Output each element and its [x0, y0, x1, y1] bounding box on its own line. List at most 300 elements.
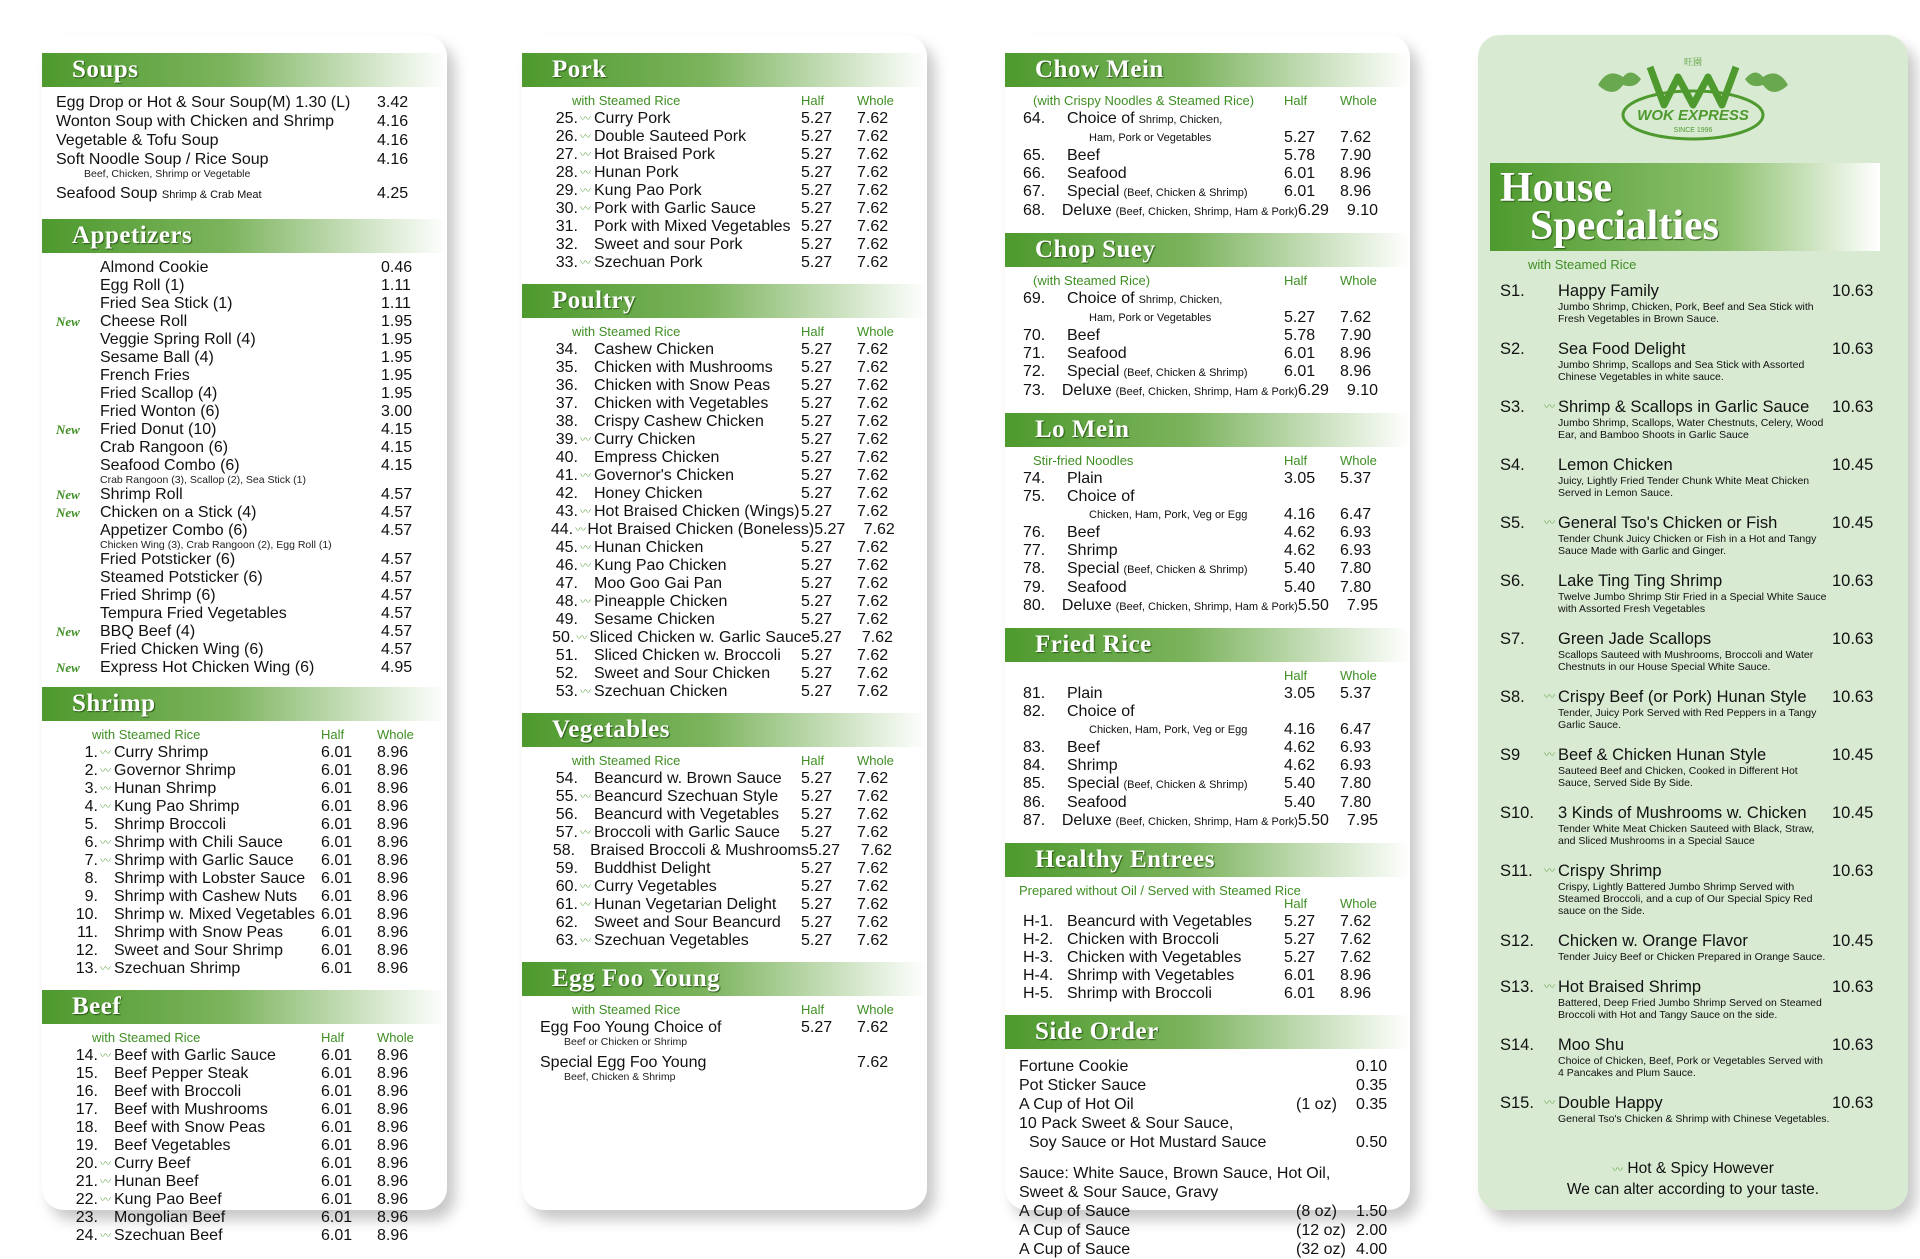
whole-price: 8.96	[377, 1191, 409, 1208]
whole-price: 7.62	[857, 164, 889, 181]
column-header: Stir-fried Noodles Half Whole	[1033, 453, 1377, 468]
specialty-item	[1478, 572, 1908, 615]
half-price: 5.27	[801, 431, 833, 448]
pepper-icon: 〰	[1544, 691, 1555, 703]
item-description: Tender, Juicy Pork Served with Red Peppers in a Tangy Garlic Sauce.	[1558, 707, 1817, 731]
pepper-icon: 〰	[580, 791, 591, 803]
half-price: 6.01	[1284, 183, 1316, 200]
whole-price: 8.96	[377, 816, 409, 833]
item-price: 4.95	[381, 659, 413, 676]
item-label: Beef	[1067, 327, 1100, 344]
specialty-line	[1500, 630, 1890, 649]
whole-price: 8.96	[377, 1119, 409, 1136]
list-item	[56, 888, 433, 906]
list-item	[536, 449, 913, 467]
item-number: 17.	[75, 1101, 98, 1118]
half-price: 6.01	[321, 816, 353, 833]
list-item: A Cup of Sauce (8 oz) 1.50	[1019, 1203, 1388, 1220]
item-name: Shrimp w. Mixed Vegetables	[114, 906, 315, 923]
item-description: Battered, Deep Fried Jumbo Shrimp Served on Steamed Broccoli with Hot and Tangy Sauce on the side.	[1558, 997, 1822, 1021]
pepper-icon: 〰	[100, 1194, 111, 1206]
item-name	[1067, 524, 1284, 542]
list-item: 10 Pack Sweet & Sour Sauce,	[1019, 1115, 1234, 1132]
list-item	[536, 413, 913, 431]
list-item: A Cup of Hot Oil (1 oz) 0.35	[1019, 1096, 1388, 1113]
new-badge	[56, 367, 100, 385]
item-name: Shrimp & Scallops in Garlic Sauce	[1558, 398, 1810, 416]
item-label: Beef	[1067, 524, 1100, 541]
item-number: 16.	[75, 1083, 98, 1100]
item-label: Deluxe	[1061, 382, 1112, 399]
specialty-line	[1500, 572, 1890, 591]
item-inline-note: (Beef, Chicken, Shrimp, Ham & Pork)	[1115, 816, 1298, 828]
item-number: 58.	[552, 842, 576, 859]
item-number: 1.	[84, 744, 98, 761]
specialty-line	[1500, 398, 1890, 417]
list-item	[1019, 290, 1396, 309]
list-item	[56, 385, 433, 403]
whole-price: 7.62	[857, 341, 889, 358]
item-name: Beancurd Szechuan Style	[594, 788, 779, 805]
item-label: Special	[1067, 560, 1120, 577]
beef-list	[56, 1047, 433, 1245]
item-name	[1067, 931, 1284, 949]
item-number: 34.	[555, 341, 578, 358]
item-name: Curry Chicken	[594, 431, 696, 448]
item-name: Beef Pepper Steak	[114, 1065, 249, 1082]
item-name: Moo Goo Gai Pan	[594, 575, 723, 592]
half-price: 6.01	[321, 1083, 353, 1100]
list-item	[536, 788, 913, 806]
pepper-icon: 〰	[580, 560, 591, 572]
item-description: Tender Juicy Beef or Chicken Prepared in Orange Sauce.	[1558, 951, 1826, 963]
half-price: 5.27	[801, 770, 833, 787]
list-item	[536, 824, 913, 842]
item-name: Seafood Combo (6)	[100, 457, 240, 474]
item-number: 36.	[555, 377, 578, 394]
list-item	[56, 798, 433, 816]
item-number: 2.	[84, 762, 98, 779]
item-number: 67.	[1023, 183, 1046, 200]
list-item	[56, 569, 433, 587]
item-name: Hunan Beef	[114, 1173, 199, 1190]
whole-price: 8.96	[377, 834, 409, 851]
item-name: Hot Braised Chicken (Wings)	[594, 503, 800, 520]
item-code: S7.	[1500, 630, 1525, 648]
pepper-icon: 〰	[580, 434, 591, 446]
shrimp-list	[56, 744, 433, 978]
half-price: 5.27	[801, 539, 833, 556]
half-price: 6.29	[1297, 202, 1329, 219]
item-name	[1067, 985, 1284, 1003]
spacer	[100, 1101, 114, 1119]
item-note: Crab Rangoon (3), Scallop (2), Sea Stick (1)	[100, 474, 307, 486]
spacer	[1544, 572, 1558, 591]
half-price: 6.01	[321, 1191, 353, 1208]
whole-price: 7.62	[857, 467, 889, 484]
sauce-note: Sauce: White Sauce, Brown Sauce, Hot Oil,	[1019, 1165, 1331, 1182]
list-item	[56, 1119, 433, 1137]
spacer	[580, 914, 594, 932]
half-price: 5.78	[1284, 147, 1316, 164]
item-label: Deluxe	[1061, 202, 1112, 219]
item-name: Fried Sea Stick (1)	[100, 295, 233, 312]
section-title-lo-mein: Lo Mein	[1005, 413, 1410, 447]
wok-express-logo	[1588, 55, 1798, 145]
item-label: Beancurd with Vegetables	[1067, 913, 1253, 930]
list-item	[56, 587, 433, 605]
pork-list	[536, 110, 913, 272]
half-price: 5.27	[801, 932, 833, 949]
half-price: 5.27	[801, 647, 833, 664]
item-number: 69.	[1023, 290, 1046, 307]
item-number: 56.	[555, 806, 578, 823]
list-item	[1019, 183, 1396, 202]
half-price: 5.27	[801, 449, 833, 466]
list-item	[536, 593, 913, 611]
whole-price: 7.62	[1340, 949, 1372, 966]
list-item	[56, 295, 433, 313]
list-item	[56, 504, 433, 522]
item-price: 1.95	[381, 313, 413, 330]
poultry-list	[536, 341, 913, 701]
item-number: 75.	[1023, 488, 1046, 505]
list-item	[536, 932, 913, 950]
item-name: Cheese Roll	[100, 313, 188, 330]
specialty-line	[1500, 1036, 1890, 1055]
item-label: Shrimp with Vegetables	[1067, 967, 1235, 984]
specialty-line	[1500, 746, 1890, 765]
item-number: 63.	[555, 932, 578, 949]
list-item	[536, 110, 913, 128]
item-label: Chicken with Vegetables	[1067, 949, 1242, 966]
item-name	[1067, 560, 1284, 579]
item-name: Beancurd with Vegetables	[594, 806, 780, 823]
list-item	[536, 467, 913, 485]
item-name: Hot Braised Chicken (Boneless)	[587, 521, 815, 538]
whole-price: 7.62	[857, 413, 889, 430]
half-price: 5.27	[801, 218, 833, 235]
item-name: Shrimp with Chili Sauce	[114, 834, 283, 851]
item-code: S2.	[1500, 340, 1525, 358]
spacer	[580, 611, 594, 629]
specialty-item	[1478, 932, 1908, 963]
item-number: 70.	[1023, 327, 1046, 344]
list-item	[56, 1173, 433, 1191]
item-name: Lemon Chicken	[1558, 456, 1673, 474]
item-name	[1062, 597, 1298, 616]
whole-price	[1340, 703, 1396, 721]
item-name: Shrimp with Lobster Sauce	[114, 870, 306, 887]
list-item	[1019, 775, 1396, 794]
item-price: 10.45	[1832, 932, 1874, 950]
item-price: 10.45	[1832, 746, 1874, 764]
item-name: Beef with Snow Peas	[114, 1119, 266, 1136]
item-price: 10.63	[1832, 398, 1874, 416]
whole-price: 7.62	[857, 557, 889, 574]
half-price: 5.27	[801, 341, 833, 358]
item-name: Curry Pork	[594, 110, 671, 127]
half-price: 5.27	[801, 110, 833, 127]
specialty-item	[1478, 862, 1908, 917]
item-code: S11.	[1500, 862, 1533, 880]
whole-price: 6.93	[1340, 524, 1372, 541]
item-name: Hunan Shrimp	[114, 780, 217, 797]
list-item: Pot Sticker Sauce 0.35	[1019, 1077, 1388, 1094]
specialty-line	[1500, 514, 1890, 533]
list-item: Egg Foo Young Choice of 5.27 7.62	[540, 1019, 889, 1036]
item-name: Appetizer Combo (6)	[100, 522, 248, 539]
item-name: Szechuan Shrimp	[114, 960, 241, 977]
whole-price: 8.96	[377, 1173, 409, 1190]
specialty-line	[1500, 1094, 1890, 1113]
item-price: 4.57	[381, 551, 413, 568]
half-price: 5.27	[801, 824, 833, 841]
whole-price: 7.62	[857, 770, 889, 787]
pepper-icon: 〰	[580, 257, 591, 269]
list-item	[56, 1209, 433, 1227]
item-code: S6.	[1500, 572, 1525, 590]
half-price: 3.05	[1284, 470, 1316, 487]
item-name	[1067, 794, 1284, 812]
item-price: 4.57	[381, 605, 413, 622]
section-title-pork: Pork	[522, 53, 927, 87]
item-label: Beef	[1067, 147, 1100, 164]
house-specialties-panel	[1478, 35, 1908, 1210]
list-item	[536, 842, 913, 860]
half-price: 6.01	[321, 1155, 353, 1172]
item-name	[1062, 812, 1298, 831]
item-number: 44.	[550, 521, 574, 538]
whole-price: 7.80	[1340, 579, 1372, 596]
item-code: S13.	[1500, 978, 1534, 996]
item-number: 43.	[555, 503, 578, 520]
pepper-icon: 〰	[580, 149, 591, 161]
section-title-poultry: Poultry	[522, 284, 927, 318]
item-name	[1067, 579, 1284, 597]
item-name: Mongolian Beef	[114, 1209, 226, 1226]
half-price: 6.01	[321, 960, 353, 977]
pepper-icon: 〰	[100, 837, 111, 849]
column-header: (with Crispy Noodles & Steamed Rice) Half Whole	[1033, 93, 1377, 108]
list-item	[56, 439, 433, 457]
item-name: Beancurd w. Brown Sauce	[594, 770, 782, 787]
list-item	[1019, 524, 1396, 542]
half-price: 6.01	[321, 798, 353, 815]
section-title-chow-mein: Chow Mein	[1005, 53, 1410, 87]
whole-price: 7.80	[1340, 794, 1372, 811]
list-item	[536, 629, 913, 647]
item-code: S8.	[1500, 688, 1525, 706]
half-price: 5.27	[801, 236, 833, 253]
item-note: Beef or Chicken or Shrimp	[564, 1036, 688, 1048]
list-item	[56, 1191, 433, 1209]
item-label: Choice of	[1067, 703, 1135, 720]
item-number: 25.	[555, 110, 578, 127]
list-item	[536, 182, 913, 200]
list-item	[536, 395, 913, 413]
half-price: 5.27	[1284, 931, 1316, 948]
list-item	[1019, 470, 1396, 488]
item-label: Chicken with Broccoli	[1067, 931, 1220, 948]
item-name: Crispy Shrimp	[1558, 862, 1662, 880]
half-price: 4.62	[1284, 542, 1316, 559]
item-label: Deluxe	[1061, 812, 1112, 829]
whole-price: 8.96	[377, 870, 409, 887]
half-price: 5.27	[801, 182, 833, 199]
item-code: S9	[1500, 746, 1521, 764]
specialty-line	[1500, 688, 1890, 707]
section-title-egg-foo-young: Egg Foo Young	[522, 962, 927, 996]
whole-price: 8.96	[377, 1227, 409, 1244]
whole-price: 8.96	[377, 762, 409, 779]
item-label: Choice of	[1067, 488, 1135, 505]
item-number: 19.	[75, 1137, 98, 1154]
list-item	[1019, 363, 1396, 382]
whole-price: 7.62	[857, 878, 889, 895]
spacer	[580, 413, 594, 431]
spacer	[577, 842, 590, 860]
section-title-vegetables: Vegetables	[522, 713, 927, 747]
pepper-icon: 〰	[100, 765, 111, 777]
item-name: Sliced Chicken w. Broccoli	[594, 647, 781, 664]
half-price: 5.27	[801, 806, 833, 823]
item-name	[1067, 290, 1284, 309]
list-item	[56, 659, 433, 677]
item-inline-note: (Beef, Chicken, Shrimp, Ham & Pork)	[1115, 601, 1298, 613]
pepper-icon: 〰	[100, 855, 111, 867]
item-description: Jumbo Shrimp, Scallops and Sea Stick with Assorted Chinese Vegetables in white sauce.	[1558, 359, 1805, 383]
spacer	[100, 1065, 114, 1083]
item-name: Hunan Vegetarian Delight	[594, 896, 777, 913]
half-price: 6.01	[321, 924, 353, 941]
list-item	[536, 128, 913, 146]
list-item	[536, 557, 913, 575]
item-number: 41.	[555, 467, 578, 484]
whole-price: 7.80	[1340, 775, 1372, 792]
item-number: 27.	[555, 146, 578, 163]
list-item	[536, 359, 913, 377]
item-name: Egg Roll (1)	[100, 277, 185, 294]
item-name: Chicken with Mushrooms	[594, 359, 773, 376]
half-price: 6.01	[1284, 363, 1316, 380]
item-price: 1.95	[381, 349, 413, 366]
item-number: 48.	[555, 593, 578, 610]
half-price: 6.01	[321, 1119, 353, 1136]
whole-price: 8.96	[377, 1065, 409, 1082]
whole-price: 7.62	[860, 842, 893, 859]
item-name: Double Sauteed Pork	[594, 128, 747, 145]
pepper-icon: 〰	[576, 632, 588, 644]
section-title-fried-rice: Fried Rice	[1005, 628, 1410, 662]
half-price: 5.27	[801, 377, 833, 394]
whole-price: 8.96	[377, 1155, 409, 1172]
whole-price: 6.93	[1340, 757, 1372, 774]
whole-price: 6.47	[1340, 506, 1372, 523]
list-item	[1019, 147, 1396, 165]
spacer	[580, 806, 594, 824]
half-price: 5.27	[801, 164, 833, 181]
item-price: 1.11	[381, 295, 411, 312]
new-badge	[56, 605, 100, 623]
item-code: S1.	[1500, 282, 1525, 300]
item-description: Crispy, Lightly Battered Jumbo Shrimp Served with Steamed Broccoli, and a cup of Our Special Spicy Red sauce on the Side.	[1558, 881, 1813, 917]
item-label: Deluxe	[1061, 597, 1112, 614]
whole-price: 8.96	[1340, 967, 1372, 984]
item-name: Crab Rangoon (6)	[100, 439, 229, 456]
new-badge	[56, 587, 100, 605]
list-item	[1019, 685, 1396, 703]
whole-price: 8.96	[377, 744, 409, 761]
item-number: 85.	[1023, 775, 1046, 792]
item-number: 61.	[555, 896, 578, 913]
item-number: 80.	[1023, 597, 1046, 614]
item-number: 54.	[555, 770, 578, 787]
whole-price: 7.62	[857, 860, 889, 877]
item-code: S4.	[1500, 456, 1525, 474]
whole-price: 8.96	[377, 924, 409, 941]
list-item	[56, 816, 433, 834]
item-number: 79.	[1023, 579, 1046, 596]
new-badge: New	[56, 314, 80, 329]
item-name: Curry Shrimp	[114, 744, 209, 761]
logo-since: SINCE 1996	[1673, 127, 1713, 134]
list-item-note-row	[1019, 721, 1396, 739]
pepper-icon: 〰	[580, 899, 591, 911]
list-item	[536, 164, 913, 182]
half-price	[1284, 110, 1340, 129]
half-price: 5.40	[1284, 775, 1316, 792]
menu-panel-2	[522, 35, 927, 1210]
list-item	[536, 236, 913, 254]
list-item	[1019, 597, 1396, 616]
item-number: 76.	[1023, 524, 1046, 541]
item-code: S5.	[1500, 514, 1525, 532]
list-item	[56, 1155, 433, 1173]
list-item	[56, 403, 433, 421]
list-item	[536, 485, 913, 503]
whole-price: 8.96	[377, 1137, 409, 1154]
item-description: Tender Chunk Juicy Chicken or Fish in a Hot and Tangy Sauce Made with Garlic and Ginger.	[1558, 533, 1817, 557]
item-note: Ham, Pork or Vegetables	[1089, 132, 1212, 144]
item-number: H-5.	[1023, 985, 1054, 1002]
half-price: 5.27	[808, 842, 840, 859]
whole-price: 8.96	[377, 942, 409, 959]
list-item	[536, 146, 913, 164]
item-name: Express Hot Chicken Wing (6)	[100, 659, 315, 676]
list-item: Vegetable & Tofu Soup 4.16	[56, 132, 409, 149]
list-item	[536, 647, 913, 665]
item-number: 23.	[75, 1209, 98, 1226]
list-item	[1019, 542, 1396, 560]
specialty-item	[1478, 630, 1908, 673]
whole-price: 7.62	[857, 896, 889, 913]
list-item	[1019, 812, 1396, 831]
item-name: BBQ Beef (4)	[100, 623, 196, 640]
item-number: 12.	[75, 942, 98, 959]
item-number: 29.	[555, 182, 578, 199]
spacer	[1544, 1036, 1558, 1055]
item-price: 10.63	[1832, 340, 1874, 358]
item-name: Cashew Chicken	[594, 341, 715, 358]
whole-price: 6.93	[1340, 739, 1372, 756]
item-note: Chicken Wing (3), Crab Rangoon (2), Egg Roll (1)	[100, 539, 332, 551]
item-inline-note: (Beef, Chicken & Shrimp)	[1123, 779, 1248, 791]
whole-price: 8.96	[1340, 363, 1372, 380]
item-number: 60.	[555, 878, 578, 895]
item-number: 45.	[555, 539, 578, 556]
item-price: 10.63	[1832, 1094, 1874, 1112]
